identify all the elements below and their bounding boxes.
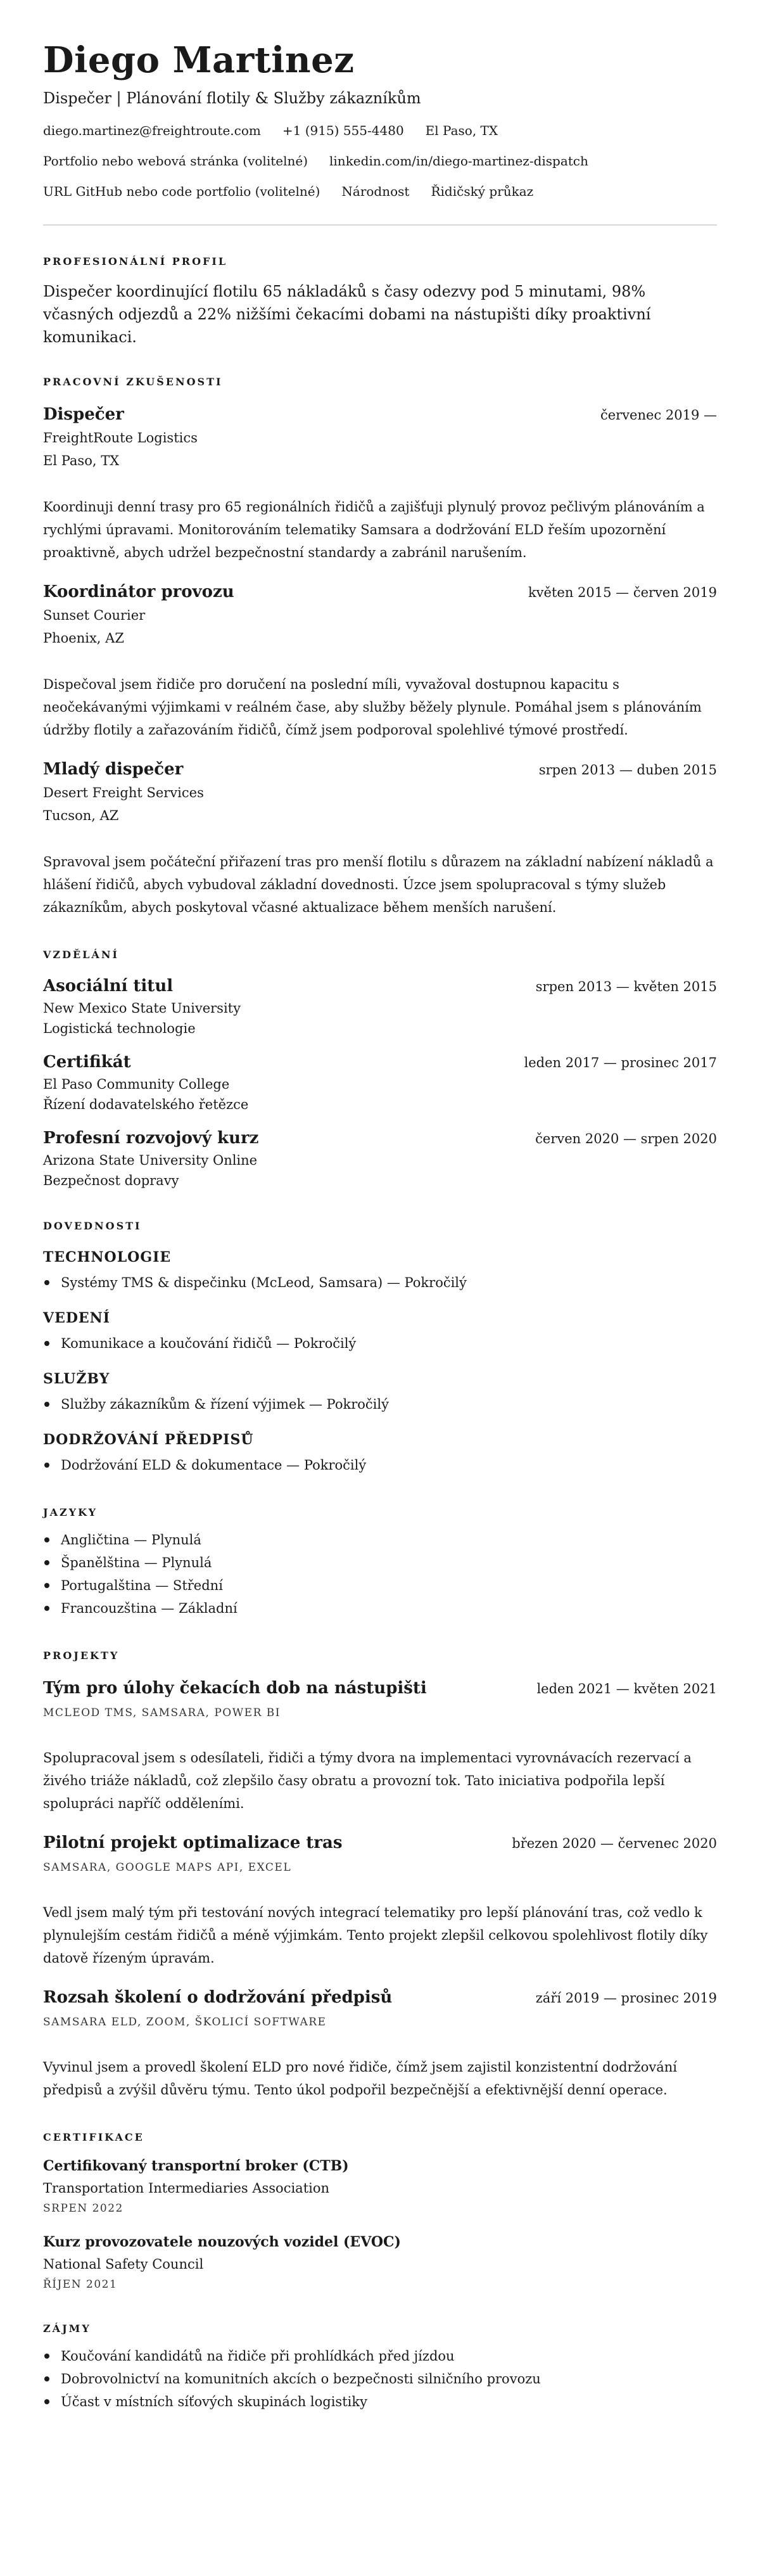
job-location: Phoenix, AZ [43,631,124,646]
contact-portfolio[interactable]: Portfolio nebo webová stránka (volitelné) [43,153,308,169]
experience-entry [43,758,717,919]
job-location: Tucson, AZ [43,808,119,823]
certification-name: Kurz provozovatele nouzových vozidel (EVOC) [43,2234,401,2250]
job-description: Spravoval jsem počáteční přiřazení tras pro menší flotilu s důrazem na základní nabízení nákladů a hlášení řidičů, abych vybudoval základní dovednosti. Úzce jsem spolupracoval s týmy služeb zákazníkům, abych poskytoval včasné aktualizace během menších narušení. [43,854,714,915]
project-tech: SAMSARA ELD, ZOOM, ŠKOLICÍ SOFTWARE [43,2016,327,2028]
job-title: Koordinátor provozu [43,582,234,601]
project-entry [43,1986,717,2101]
skill-list [43,1332,717,1355]
degree-title: Asociální titul [43,977,174,996]
contact-row-2 [43,152,717,170]
job-title: Mladý dispečer [43,760,184,779]
skill-group-title: SLUŽBY [43,1371,110,1387]
contact-nationality: Národnost [341,184,410,199]
skills-section [43,1219,717,1477]
job-description: Koordinuji denní trasy pro 65 regionálních řidičů a zajišťuji plynulý provoz pečlivým plánováním a rychlými úpravami. Monitorováním telematiky Samsara a dodržování ELD řeším upozornění proaktivně, abych udržel bezpečnostní standardy a zabránil narušením. [43,499,705,560]
education-entry [43,1051,717,1114]
school-name: Arizona State University Online [43,1153,258,1168]
job-dates: červenec 2019 — [600,407,717,423]
header-divider [43,224,717,226]
degree-title: Certifikát [43,1053,131,1072]
section-title-languages: JAZYKY [43,1506,98,1518]
contact-location: El Paso, TX [425,123,498,138]
skill-list [43,1393,717,1416]
study-field: Řízení dodavatelského řetězce [43,1097,249,1112]
contact-linkedin[interactable]: linkedin.com/in/diego-martinez-dispatch [329,153,588,169]
job-company: Desert Freight Services [43,785,204,800]
language-item: Španělština — Plynulá [61,1551,717,1574]
section-title-profile: PROFESIONÁLNÍ PROFIL [43,255,228,267]
section-title-projects: PROJEKTY [43,1650,120,1662]
contact-license: Řidičský průkaz [431,184,534,199]
certifications-section [43,2131,717,2293]
project-dates: leden 2021 — květen 2021 [536,1681,717,1696]
interest-list [43,2345,717,2413]
job-company: Sunset Courier [43,608,146,623]
languages-section [43,1506,717,1620]
interest-item: Účast v místních síťových skupinách logistiky [61,2390,717,2413]
project-name: Tým pro úlohy čekacích dob na nástupišti [43,1679,427,1698]
contact-row-1 [43,122,717,139]
section-title-skills: DOVEDNOSTI [43,1220,142,1232]
skill-group-title: TECHNOLOGIE [43,1249,172,1266]
education-entry [43,1127,717,1190]
contact-github[interactable]: URL GitHub nebo code portfolio (volitelné) [43,184,320,199]
skill-group-title: DODRŽOVÁNÍ PŘEDPISŮ [43,1432,254,1448]
job-location: El Paso, TX [43,453,120,468]
project-tech: MCLEOD TMS, SAMSARA, POWER BI [43,1707,281,1719]
language-item: Angličtina — Plynulá [61,1528,717,1551]
contact-phone[interactable]: +1 (915) 555-4480 [282,123,404,138]
interest-item: Koučování kandidátů na řidiče při prohlídkách před jízdou [61,2345,717,2368]
job-dates: květen 2015 — červen 2019 [528,585,717,600]
project-entry [43,1831,717,1970]
section-title-certifications: CERTIFIKACE [43,2131,144,2143]
experience-entry [43,580,717,741]
contact-email[interactable]: diego.martinez@freightroute.com [43,123,261,138]
certification-entry [43,2156,717,2217]
job-description: Dispečoval jsem řidiče pro doručení na poslední míli, vyvažoval dostupnou kapacitu s neočekávanými výjimkami v reálném čase, aby služby běžely plynule. Pomáhal jsem s plánováním údržby flotily a zařazováním řidičů, čímž jsem podporoval spolehlivé týmové prostředí. [43,677,702,738]
project-dates: březen 2020 — červenec 2020 [512,1836,717,1851]
degree-dates: srpen 2013 — květen 2015 [535,979,717,994]
school-name: El Paso Community College [43,1077,230,1092]
skill-item: Dodržování ELD & dokumentace — Pokročilý [61,1454,717,1477]
certification-date: SRPEN 2022 [43,2202,124,2215]
project-name: Rozsah školení o dodržování předpisů [43,1988,393,2007]
project-description: Spolupracoval jsem s odesílateli, řidiči a týmy dvora na implementaci vyrovnávacích rezervací a živého triáže nákladů, což zlepšilo časy obratu a provozní tok. Tato iniciativa podpořila lepší spolupráci napříč odděleními. [43,1750,692,1811]
profile-summary: Dispečer koordinující flotilu 65 nákladáků s časy odezvy pod 5 minutami, 98% včasných odjezdů a 22% nižšími čekacími dobami na nástupišti díky proaktivní komunikaci. [43,283,651,346]
skill-item: Komunikace a koučování řidičů — Pokročilý [61,1332,717,1355]
section-title-experience: PRACOVNÍ ZKUŠENOSTI [43,376,223,388]
language-item: Francouzština — Základní [61,1597,717,1620]
interests-section [43,2322,717,2413]
education-entry [43,975,717,1038]
degree-dates: leden 2017 — prosinec 2017 [524,1055,717,1070]
candidate-name: Diego Martinez [43,39,355,81]
certification-issuer: National Safety Council [43,2257,204,2272]
contact-row-3 [43,183,717,200]
skill-list [43,1454,717,1477]
profile-section [43,255,717,349]
education-section [43,948,717,1190]
job-company: FreightRoute Logistics [43,430,198,445]
certification-issuer: Transportation Intermediaries Association [43,2181,330,2196]
certification-date: ŘÍJEN 2021 [43,2278,118,2291]
study-field: Bezpečnost dopravy [43,1173,179,1188]
skill-item: Služby zákazníkům & řízení výjimek — Pokročilý [61,1393,717,1416]
skill-list [43,1271,717,1294]
certification-entry [43,2232,717,2293]
language-item: Portugalština — Střední [61,1574,717,1597]
project-description: Vyvinul jsem a provedl školení ELD pro nové řidiče, čímž jsem zajistil konzistentní dodržování předpisů a zvýšil důvěru týmu. Tento úkol podpořil bezpečnější a efektivnější denní operace. [43,2060,677,2098]
project-dates: září 2019 — prosinec 2019 [535,1990,717,2006]
resume-header [43,38,717,200]
degree-dates: červen 2020 — srpen 2020 [535,1131,717,1146]
job-dates: srpen 2013 — duben 2015 [538,762,717,778]
language-list [43,1528,717,1620]
study-field: Logistická technologie [43,1021,196,1036]
project-entry [43,1677,717,1815]
school-name: New Mexico State University [43,1001,241,1016]
degree-title: Profesní rozvojový kurz [43,1129,259,1148]
interest-item: Dobrovolnictví na komunitních akcích o bezpečnosti silničního provozu [61,2368,717,2390]
skill-group-title: VEDENÍ [43,1310,111,1326]
project-tech: SAMSARA, GOOGLE MAPS API, EXCEL [43,1861,292,1874]
headline: Dispečer | Plánování flotily & Služby zákazníkům [43,89,421,107]
section-title-education: VZDĚLÁNÍ [43,949,119,961]
experience-section [43,375,717,919]
experience-entry [43,403,717,564]
project-description: Vedl jsem malý tým při testování nových integrací telematiky pro lepší plánování tras, což vedlo k plynulejším cestám řidičů a méně výjimkám. Tento projekt zlepšil celkovou spolehlivost flotily díky datově řízeným úpravám. [43,1905,708,1966]
job-title: Dispečer [43,405,124,424]
projects-section [43,1649,717,2101]
certification-name: Certifikovaný transportní broker (CTB) [43,2158,349,2174]
skill-item: Systémy TMS & dispečinku (McLeod, Samsara) — Pokročilý [61,1271,717,1294]
section-title-interests: ZÁJMY [43,2323,91,2335]
project-name: Pilotní projekt optimalizace tras [43,1833,343,1852]
